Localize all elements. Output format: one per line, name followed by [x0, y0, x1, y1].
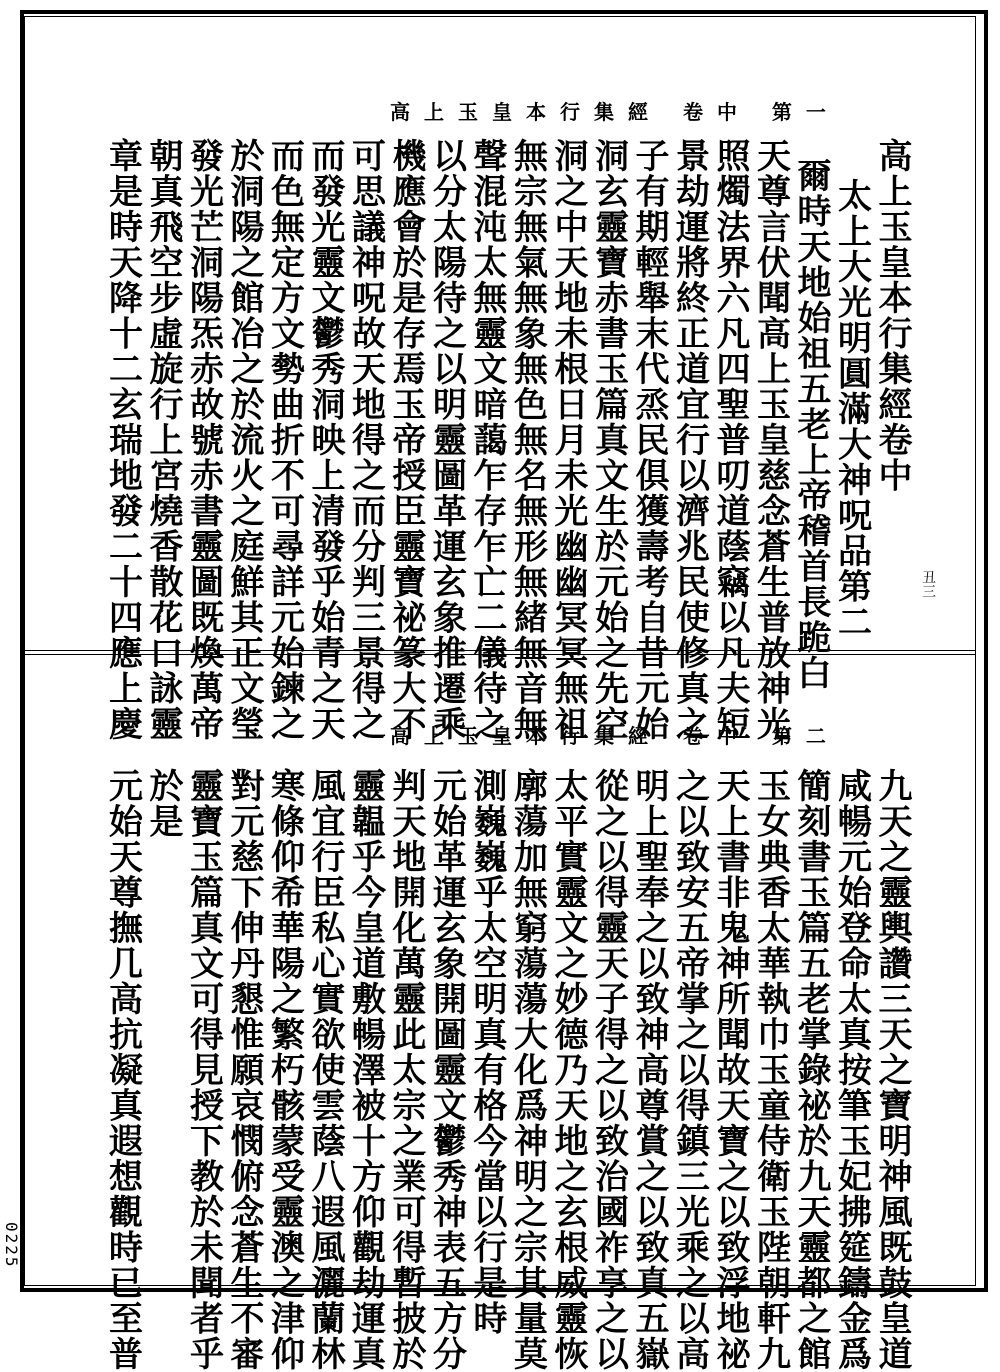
top-page-column: 景劫運將終正道宜行以濟兆民使修真之: [669, 138, 710, 742]
bottom-page-column: 從之以得靈天子得之以致治國祚享之以: [588, 768, 629, 1372]
bottom-page-column: 簡刻書玉篇五老掌錄祕於九天靈都之館: [791, 768, 831, 1372]
top-page-column: 章是時天降十二玄瑞地發二十四應上慶: [102, 138, 143, 742]
bottom-page-column: 靈寶玉篇真文可得見授下教於未聞者乎: [183, 768, 224, 1372]
top-page-column: 高上玉皇本行集經卷中: [872, 138, 912, 493]
bottom-page-header: 高上玉皇本行集經 卷中 第二: [390, 724, 840, 748]
bottom-page-column: 之以致安五帝掌之以得鎮三光乘之以高: [669, 768, 710, 1372]
bottom-page-column: 測巍巍乎太空明真有格今當以行是時: [467, 768, 507, 1336]
top-page-column: 太上大光明圓滿大神呪品第二: [831, 178, 872, 640]
bottom-page-column: 咸暢元始登命太真按筆玉妃拂筵鑄金爲: [831, 768, 872, 1372]
bottom-page-column: 判天地開化萬靈此太宗之業可得暫披於: [386, 768, 426, 1372]
bottom-page-column: 九天之靈輿讚三天之寶明神風既鼓皇道: [872, 768, 912, 1372]
top-page-column: 爾時天地始祖五老上帝稽首長跪白: [791, 158, 831, 691]
top-page-column: 於洞陽之館冶之於流火之庭鮮其正文瑩: [224, 138, 264, 742]
bottom-page-column: 元始天尊撫几高抗凝真遐想觀時已至普: [102, 768, 143, 1372]
bottom-page-column: 靈韞乎今皇道敷暢澤被十方仰觀劫運真: [345, 768, 386, 1372]
bottom-page-column: 對元慈下伸丹懇惟願哀憫俯念蒼生不審: [224, 768, 264, 1372]
top-page-column: 子有期輕舉末代烝民俱獲壽考自昔元始: [629, 138, 669, 742]
top-page-column: 而發光靈文鬱秀洞映上清發乎始青之天: [305, 138, 345, 742]
bottom-page-column: 玉女典香太華執巾玉童侍衛玉陛朝軒九: [750, 768, 791, 1372]
bottom-page-column: 於是: [143, 768, 183, 839]
bottom-page-column: 寒條仰希華陽之繁朽骸蒙受靈澳之津仰: [264, 768, 305, 1372]
bottom-page-column: 廓蕩加無窮蕩蕩大化爲神明之宗其量莫: [507, 768, 548, 1372]
bottom-page-column: 明上聖奉之以致神高尊賞之以致真五嶽: [629, 768, 669, 1372]
top-page-column: 洞玄靈寶赤書玉篇真文生於元始之先空: [588, 138, 629, 742]
bottom-page-column: 天上書非鬼神所聞故天寶之以致浮地祕: [710, 768, 750, 1372]
top-page-column: 朝真飛空步虛旋行上宮燒香散花口詠靈: [143, 138, 183, 742]
top-page-column: 以分太陽待之以明靈圖革運玄象推遷乘: [426, 138, 467, 742]
top-page-column: 機應會於是存焉玉帝授臣靈寶祕篆大不: [386, 138, 426, 742]
top-page-column: 洞之中天地未根日月未光幽幽冥冥無祖: [548, 138, 588, 742]
top-page-column: 可思議神呪故天地得之而分判三景得之: [345, 138, 386, 742]
top-page-column: 發光芒洞陽炁赤故號赤書靈圖既煥萬帝: [183, 138, 224, 742]
top-page-column: 聲混沌太無靈文暗藹乍存乍亡二儀待之: [467, 138, 507, 742]
top-page-header: 高上玉皇本行集經 卷中 第一: [390, 100, 840, 124]
bottom-page-column: 元始革運玄象開圖靈文鬱秀神表五方分: [426, 768, 467, 1372]
bottom-page-column: 太平實靈文之妙德乃天地之玄根威靈恢: [548, 768, 588, 1372]
top-page-marker: 丑三: [920, 570, 936, 598]
top-page-column: 照燭法界六凡四聖普叨道蔭竊以凡夫短: [710, 138, 750, 742]
top-page-column: 無宗無氣無象無色無名無形無緒無音無: [507, 138, 548, 742]
page-number: 0225: [2, 1222, 21, 1269]
bottom-page-column: 風宜行臣私心實欲使雲蔭八遐風灑蘭林: [305, 768, 345, 1372]
top-page-column: 而色無定方文勢曲折不可尋詳元始鍊之: [264, 138, 305, 742]
top-page-column: 天尊言伏聞高上玉皇慈念蒼生普放神光: [750, 138, 791, 742]
